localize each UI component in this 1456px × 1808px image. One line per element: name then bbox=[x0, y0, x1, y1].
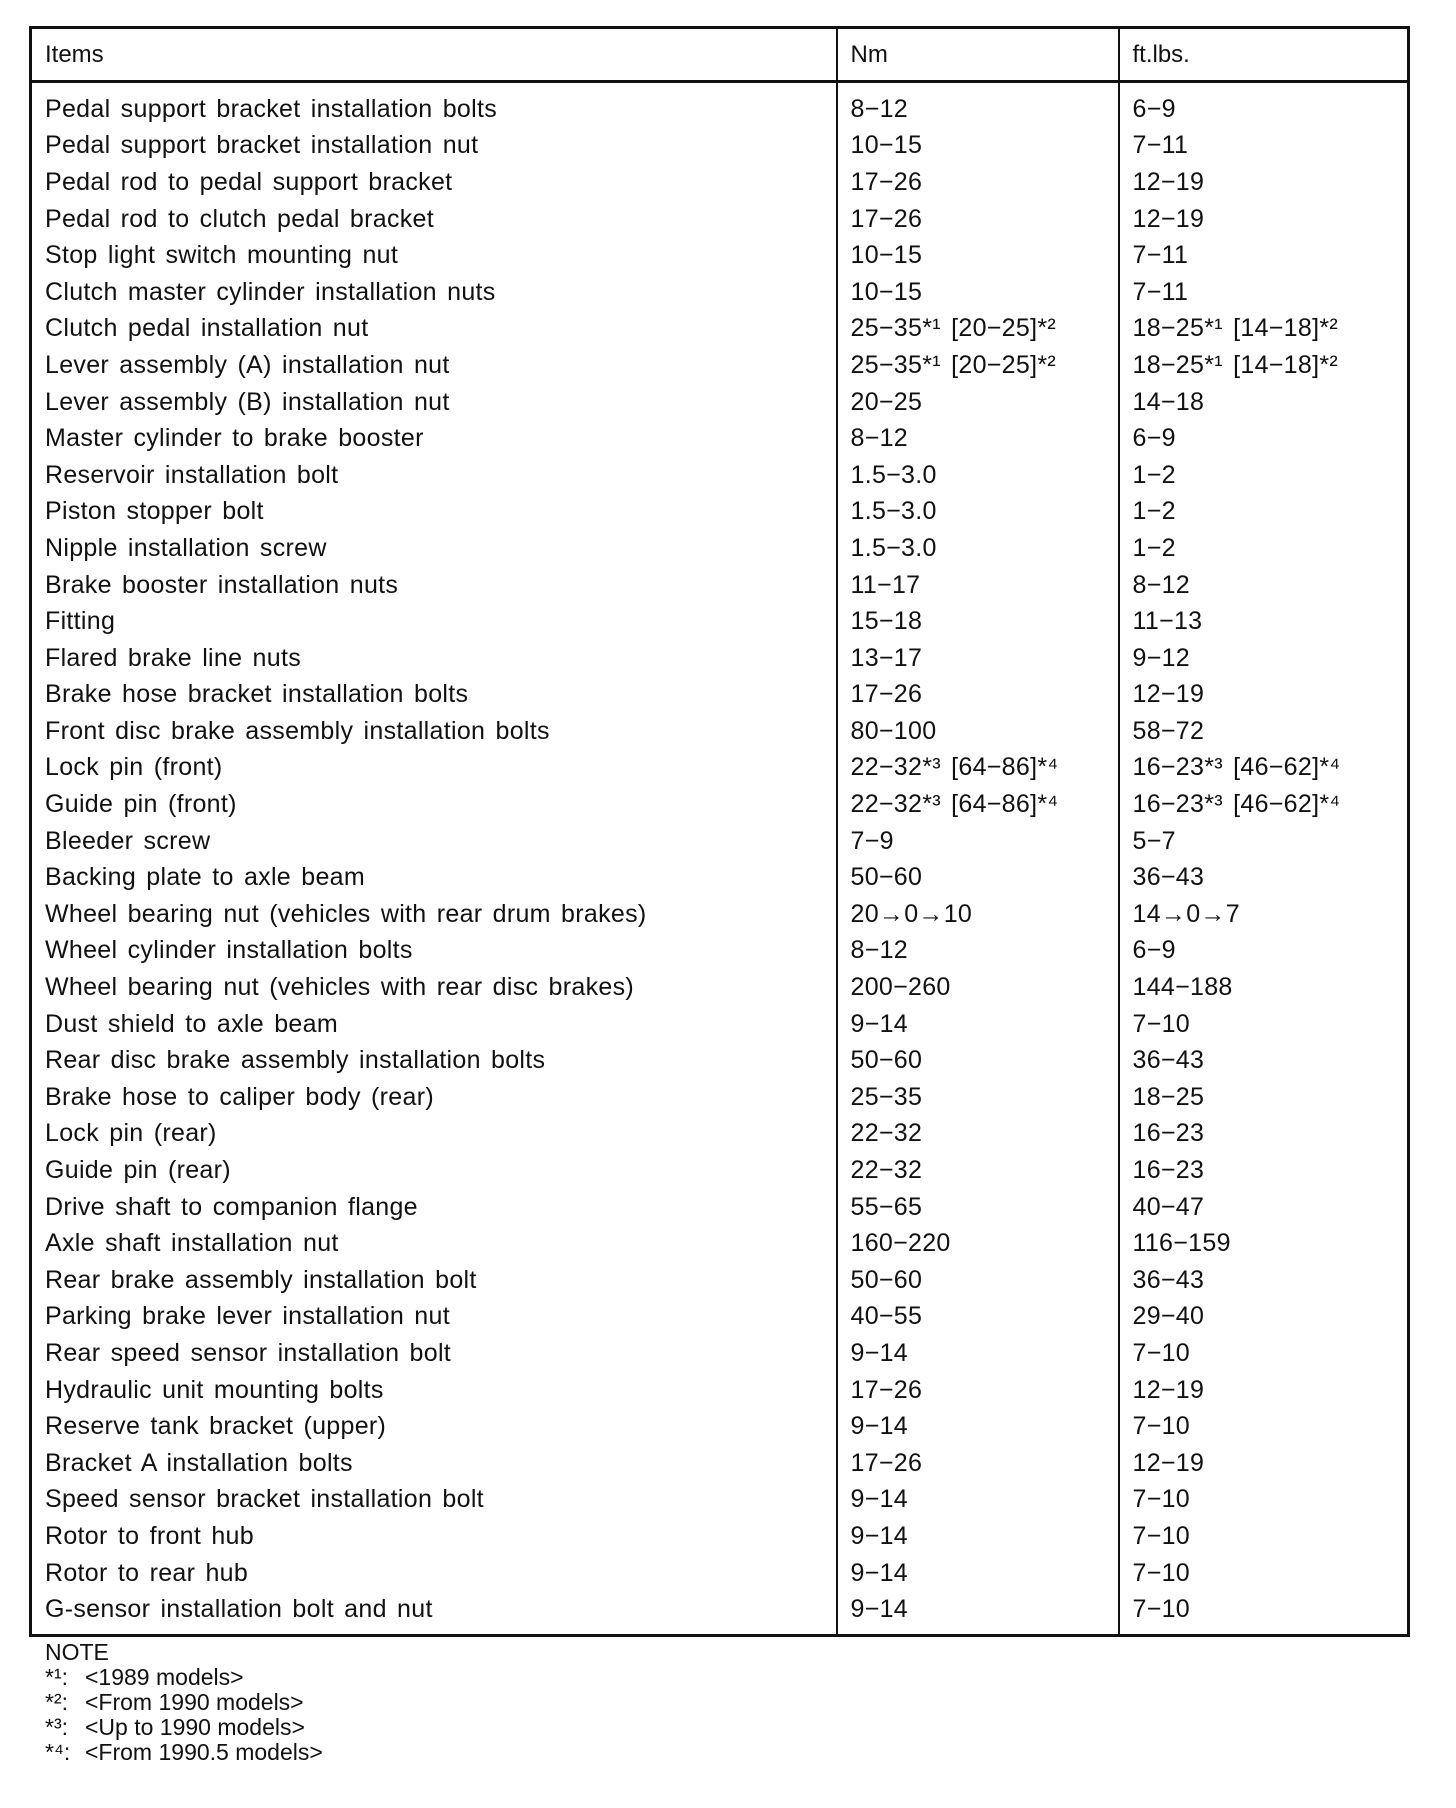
item-cell: Lever assembly (B) installation nut bbox=[31, 384, 837, 421]
item-cell: Axle shaft installation nut bbox=[31, 1225, 837, 1262]
nm-cell: 1.5−3.0 bbox=[837, 494, 1119, 531]
ftlbs-cell: 7−11 bbox=[1132, 277, 1189, 306]
footnote-mark: *⁴: bbox=[45, 1739, 71, 1765]
table-row bbox=[31, 1482, 1409, 1519]
nm-cell: 17−26 bbox=[837, 164, 1119, 201]
table-row bbox=[31, 128, 1409, 165]
nm-cell: 15−18 bbox=[837, 603, 1119, 640]
item-cell: Clutch master cylinder installation nuts bbox=[31, 274, 837, 311]
nm-cell: 50−60 bbox=[837, 1262, 1119, 1299]
nm-cell: 9−14 bbox=[837, 1482, 1119, 1519]
item-cell: Guide pin (rear) bbox=[31, 1152, 837, 1189]
ftlbs-cell: 29−40 bbox=[1132, 1302, 1205, 1331]
table-row bbox=[31, 677, 1409, 714]
nm-cell: 1.5−3.0 bbox=[837, 457, 1119, 494]
table-row bbox=[31, 896, 1409, 933]
footnote-item bbox=[45, 1690, 323, 1715]
nm-cell: 200−260 bbox=[837, 969, 1119, 1006]
footnote-mark: *³: bbox=[45, 1714, 68, 1740]
nm-cell: 17−26 bbox=[837, 1445, 1119, 1482]
ftlbs-cell: 12−19 bbox=[1132, 167, 1205, 196]
nm-cell: 9−14 bbox=[837, 1555, 1119, 1592]
ftlbs-cell: 14→0→7 bbox=[1132, 899, 1240, 928]
table-row bbox=[31, 859, 1409, 896]
item-cell: Rotor to rear hub bbox=[31, 1555, 837, 1592]
ftlbs-cell: 7−10 bbox=[1132, 1009, 1191, 1038]
nm-cell: 20−25 bbox=[837, 384, 1119, 421]
nm-cell: 9−14 bbox=[837, 1518, 1119, 1555]
nm-cell: 25−35*¹ [20−25]*² bbox=[837, 347, 1119, 384]
ftlbs-cell: 1−2 bbox=[1132, 533, 1176, 562]
nm-cell: 160−220 bbox=[837, 1225, 1119, 1262]
ftlbs-cell: 12−19 bbox=[1132, 204, 1205, 233]
footnote-item bbox=[45, 1665, 323, 1690]
nm-cell: 55−65 bbox=[837, 1189, 1119, 1226]
item-cell: Master cylinder to brake booster bbox=[31, 420, 837, 457]
table-row bbox=[31, 1518, 1409, 1555]
ftlbs-cell: 7−10 bbox=[1132, 1485, 1191, 1514]
item-cell: Speed sensor bracket installation bolt bbox=[31, 1482, 837, 1519]
nm-cell: 9−14 bbox=[837, 1006, 1119, 1043]
table-row bbox=[31, 640, 1409, 677]
item-cell: Brake booster installation nuts bbox=[31, 567, 837, 604]
item-cell: Backing plate to axle beam bbox=[31, 859, 837, 896]
ftlbs-cell: 116−159 bbox=[1132, 1229, 1231, 1258]
table-row bbox=[31, 420, 1409, 457]
ftlbs-cell: 16−23*³ [46−62]*⁴ bbox=[1132, 790, 1341, 819]
nm-cell: 22−32 bbox=[837, 1116, 1119, 1153]
item-cell: Brake hose bracket installation bolts bbox=[31, 677, 837, 714]
item-cell: Pedal rod to pedal support bracket bbox=[31, 164, 837, 201]
column-header-items: Items bbox=[31, 28, 837, 82]
item-cell: Rear disc brake assembly installation bolts bbox=[31, 1042, 837, 1079]
ftlbs-cell: 36−43 bbox=[1132, 1046, 1205, 1075]
table-row bbox=[31, 1555, 1409, 1592]
table-row bbox=[31, 1299, 1409, 1336]
item-cell: Nipple installation screw bbox=[31, 530, 837, 567]
table-row bbox=[31, 713, 1409, 750]
ftlbs-cell: 6−9 bbox=[1132, 94, 1176, 123]
ftlbs-cell: 18−25*¹ [14−18]*² bbox=[1132, 314, 1338, 343]
table-row bbox=[31, 603, 1409, 640]
table-row bbox=[31, 384, 1409, 421]
nm-cell: 8−12 bbox=[837, 933, 1119, 970]
ftlbs-cell: 12−19 bbox=[1132, 1375, 1205, 1404]
item-cell: Lock pin (rear) bbox=[31, 1116, 837, 1153]
ftlbs-cell: 6−9 bbox=[1132, 936, 1176, 965]
item-cell: Lever assembly (A) installation nut bbox=[31, 347, 837, 384]
item-cell: Rotor to front hub bbox=[31, 1518, 837, 1555]
item-cell: Reservoir installation bolt bbox=[31, 457, 837, 494]
item-cell: Flared brake line nuts bbox=[31, 640, 837, 677]
ftlbs-cell: 16−23 bbox=[1132, 1119, 1205, 1148]
ftlbs-cell: 1−2 bbox=[1132, 460, 1176, 489]
table-row bbox=[31, 1591, 1409, 1635]
table-row bbox=[31, 823, 1409, 860]
item-cell: Rear speed sensor installation bolt bbox=[31, 1335, 837, 1372]
table-row bbox=[31, 1225, 1409, 1262]
nm-cell: 8−12 bbox=[837, 82, 1119, 128]
table-row bbox=[31, 567, 1409, 604]
table-row bbox=[31, 1116, 1409, 1153]
ftlbs-cell: 11−13 bbox=[1132, 607, 1203, 636]
footnote-mark: *²: bbox=[45, 1689, 68, 1715]
nm-cell: 17−26 bbox=[837, 201, 1119, 238]
footnote-item bbox=[45, 1740, 323, 1765]
nm-cell: 10−15 bbox=[837, 237, 1119, 274]
ftlbs-cell: 16−23 bbox=[1132, 1156, 1205, 1185]
nm-cell: 13−17 bbox=[837, 640, 1119, 677]
ftlbs-cell: 12−19 bbox=[1132, 1448, 1205, 1477]
item-cell: Brake hose to caliper body (rear) bbox=[31, 1079, 837, 1116]
item-cell: Drive shaft to companion flange bbox=[31, 1189, 837, 1226]
nm-cell: 11−17 bbox=[837, 567, 1119, 604]
footnote-text: <1989 models> bbox=[85, 1664, 244, 1690]
item-cell: Piston stopper bolt bbox=[31, 494, 837, 531]
ftlbs-cell: 7−10 bbox=[1132, 1521, 1191, 1550]
table-row bbox=[31, 457, 1409, 494]
column-header-nm: Nm bbox=[837, 28, 1119, 82]
ftlbs-cell: 18−25 bbox=[1132, 1082, 1205, 1111]
table-row bbox=[31, 530, 1409, 567]
nm-cell: 40−55 bbox=[837, 1299, 1119, 1336]
table-row bbox=[31, 347, 1409, 384]
torque-specification-table bbox=[29, 26, 1410, 1637]
nm-cell: 9−14 bbox=[837, 1335, 1119, 1372]
item-cell: Stop light switch mounting nut bbox=[31, 237, 837, 274]
item-cell: Reserve tank bracket (upper) bbox=[31, 1408, 837, 1445]
table-row bbox=[31, 1006, 1409, 1043]
ftlbs-cell: 14−18 bbox=[1132, 387, 1205, 416]
table-row bbox=[31, 1189, 1409, 1226]
footnote-item bbox=[45, 1715, 323, 1740]
nm-cell: 9−14 bbox=[837, 1591, 1119, 1635]
table-row bbox=[31, 933, 1409, 970]
nm-cell: 22−32*³ [64−86]*⁴ bbox=[837, 750, 1119, 787]
ftlbs-cell: 1−2 bbox=[1132, 497, 1176, 526]
nm-cell: 10−15 bbox=[837, 274, 1119, 311]
ftlbs-cell: 36−43 bbox=[1132, 1265, 1205, 1294]
ftlbs-cell: 9−12 bbox=[1132, 643, 1191, 672]
table-row bbox=[31, 750, 1409, 787]
note-heading: NOTE bbox=[45, 1639, 109, 1665]
ftlbs-cell: 16−23*³ [46−62]*⁴ bbox=[1132, 753, 1341, 782]
item-cell: Pedal rod to clutch pedal bracket bbox=[31, 201, 837, 238]
ftlbs-cell: 7−11 bbox=[1132, 131, 1189, 160]
table-row bbox=[31, 969, 1409, 1006]
table-row bbox=[31, 1372, 1409, 1409]
item-cell: Pedal support bracket installation bolts bbox=[31, 82, 837, 128]
item-cell: Bracket A installation bolts bbox=[31, 1445, 837, 1482]
ftlbs-cell: 7−11 bbox=[1132, 241, 1189, 270]
item-cell: Guide pin (front) bbox=[31, 786, 837, 823]
ftlbs-cell: 18−25*¹ [14−18]*² bbox=[1132, 350, 1338, 379]
footnotes bbox=[45, 1640, 323, 1765]
table-row bbox=[31, 82, 1409, 128]
ftlbs-cell: 58−72 bbox=[1132, 716, 1205, 745]
table-row bbox=[31, 237, 1409, 274]
ftlbs-cell: 7−10 bbox=[1132, 1558, 1191, 1587]
item-cell: Wheel bearing nut (vehicles with rear drum brakes) bbox=[31, 896, 837, 933]
table-row bbox=[31, 274, 1409, 311]
ftlbs-cell: 7−10 bbox=[1132, 1595, 1191, 1624]
table-row bbox=[31, 164, 1409, 201]
nm-cell: 50−60 bbox=[837, 1042, 1119, 1079]
item-cell: Parking brake lever installation nut bbox=[31, 1299, 837, 1336]
item-cell: Hydraulic unit mounting bolts bbox=[31, 1372, 837, 1409]
nm-cell: 10−15 bbox=[837, 128, 1119, 165]
table-row bbox=[31, 1262, 1409, 1299]
nm-cell: 7−9 bbox=[837, 823, 1119, 860]
nm-cell: 50−60 bbox=[837, 859, 1119, 896]
table-body bbox=[31, 82, 1409, 1636]
ftlbs-cell: 36−43 bbox=[1132, 863, 1205, 892]
table-row bbox=[31, 1042, 1409, 1079]
table-header-row bbox=[31, 28, 1409, 82]
nm-cell: 17−26 bbox=[837, 1372, 1119, 1409]
ftlbs-cell: 7−10 bbox=[1132, 1412, 1191, 1441]
ftlbs-cell: 5−7 bbox=[1132, 826, 1176, 855]
footnote-list bbox=[45, 1665, 323, 1765]
column-header-ftlbs: ft.lbs. bbox=[1119, 28, 1409, 82]
item-cell: G-sensor installation bolt and nut bbox=[31, 1591, 837, 1635]
item-cell: Wheel cylinder installation bolts bbox=[31, 933, 837, 970]
ftlbs-cell: 40−47 bbox=[1132, 1192, 1205, 1221]
table-row bbox=[31, 494, 1409, 531]
nm-cell: 22−32 bbox=[837, 1152, 1119, 1189]
nm-cell: 1.5−3.0 bbox=[837, 530, 1119, 567]
footnote-text: <Up to 1990 models> bbox=[85, 1714, 305, 1740]
footnote-text: <From 1990 models> bbox=[85, 1689, 304, 1715]
item-cell: Front disc brake assembly installation bolts bbox=[31, 713, 837, 750]
table-row bbox=[31, 1445, 1409, 1482]
footnote-text: <From 1990.5 models> bbox=[85, 1739, 323, 1765]
ftlbs-cell: 144−188 bbox=[1132, 973, 1233, 1002]
item-cell: Lock pin (front) bbox=[31, 750, 837, 787]
table-row bbox=[31, 311, 1409, 348]
item-cell: Pedal support bracket installation nut bbox=[31, 128, 837, 165]
ftlbs-cell: 7−10 bbox=[1132, 1338, 1191, 1367]
item-cell: Clutch pedal installation nut bbox=[31, 311, 837, 348]
ftlbs-cell: 6−9 bbox=[1132, 424, 1176, 453]
table-row bbox=[31, 201, 1409, 238]
item-cell: Rear brake assembly installation bolt bbox=[31, 1262, 837, 1299]
table-row bbox=[31, 1335, 1409, 1372]
item-cell: Bleeder screw bbox=[31, 823, 837, 860]
table-row bbox=[31, 1152, 1409, 1189]
ftlbs-cell: 12−19 bbox=[1132, 680, 1205, 709]
table-row bbox=[31, 1079, 1409, 1116]
nm-cell: 25−35*¹ [20−25]*² bbox=[837, 311, 1119, 348]
item-cell: Dust shield to axle beam bbox=[31, 1006, 837, 1043]
footnote-mark: *¹: bbox=[45, 1664, 68, 1690]
nm-cell: 9−14 bbox=[837, 1408, 1119, 1445]
ftlbs-cell: 8−12 bbox=[1132, 570, 1191, 599]
table-row bbox=[31, 786, 1409, 823]
nm-cell: 80−100 bbox=[837, 713, 1119, 750]
nm-cell: 25−35 bbox=[837, 1079, 1119, 1116]
nm-cell: 8−12 bbox=[837, 420, 1119, 457]
item-cell: Fitting bbox=[31, 603, 837, 640]
item-cell: Wheel bearing nut (vehicles with rear disc brakes) bbox=[31, 969, 837, 1006]
nm-cell: 22−32*³ [64−86]*⁴ bbox=[837, 786, 1119, 823]
nm-cell: 17−26 bbox=[837, 677, 1119, 714]
nm-cell: 20→0→10 bbox=[837, 896, 1119, 933]
table-row bbox=[31, 1408, 1409, 1445]
